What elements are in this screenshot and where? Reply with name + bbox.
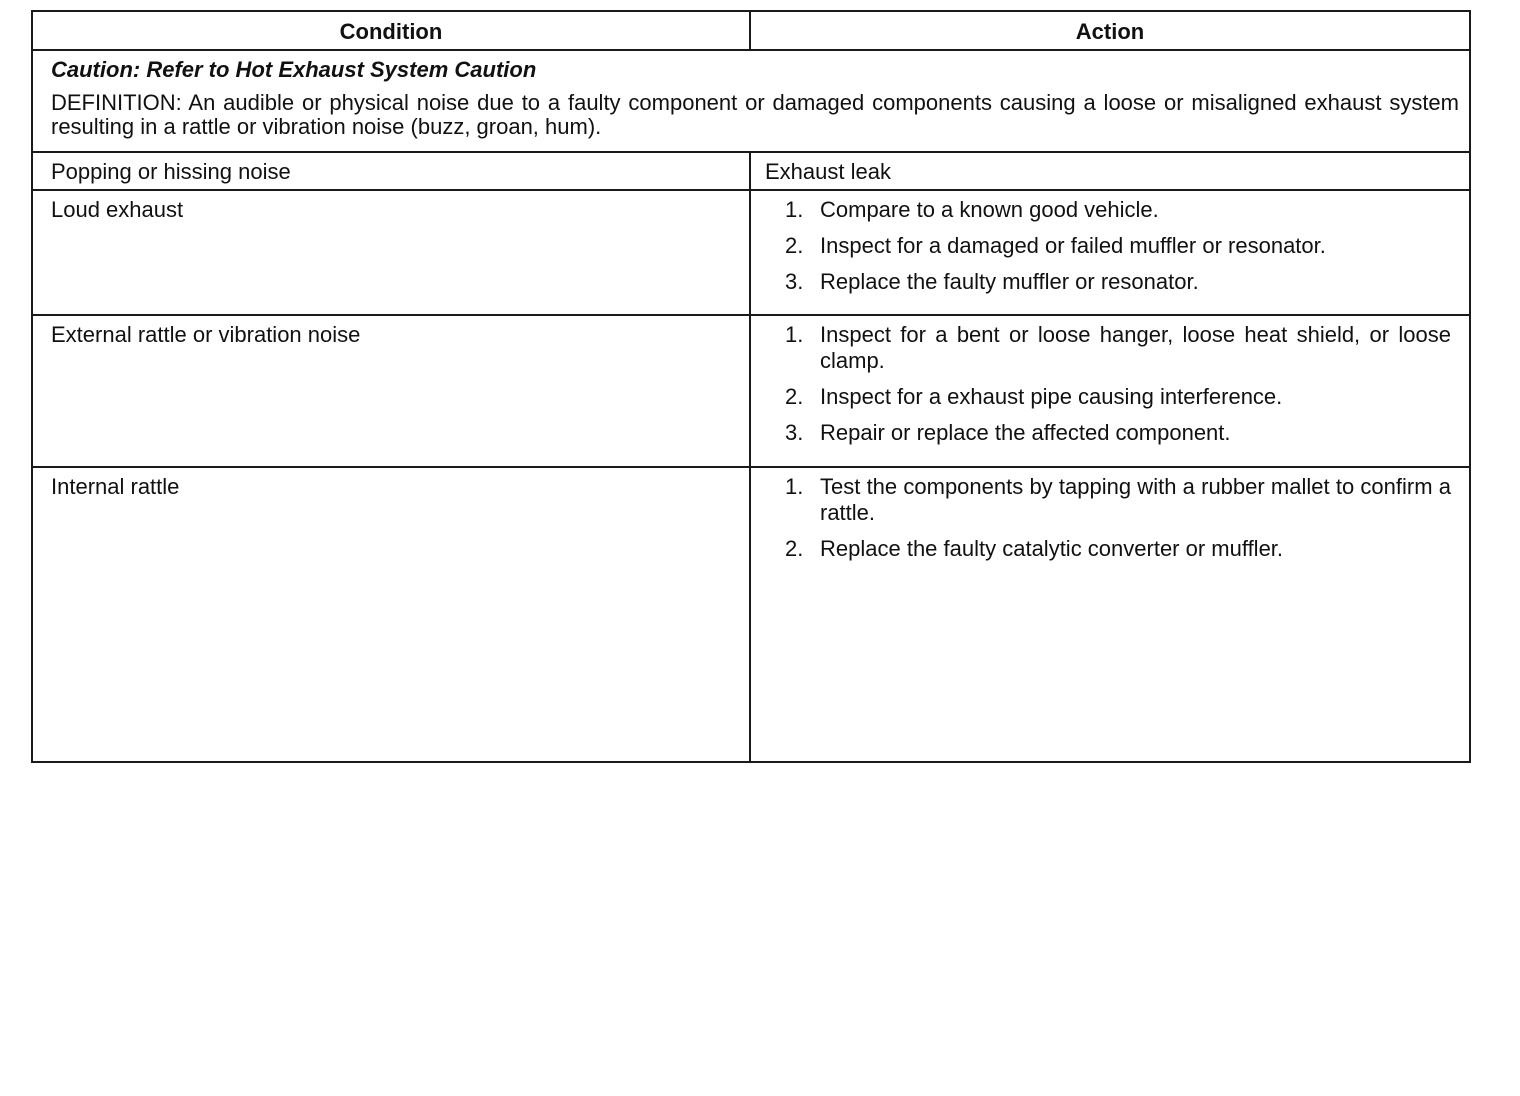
step-item <box>751 269 1451 295</box>
step-number: 1. <box>785 197 804 222</box>
note-row <box>32 50 1470 152</box>
condition-cell: Internal rattle <box>32 467 750 762</box>
step-item <box>751 322 1451 374</box>
step-number: 3. <box>785 269 804 294</box>
step-text: Replace the faulty catalytic converter or muffler. <box>820 536 1284 561</box>
step-number: 1. <box>785 474 804 499</box>
condition-header: Condition <box>32 11 750 50</box>
step-number: 2. <box>785 233 804 258</box>
condition-cell: Popping or hissing noise <box>32 152 750 190</box>
action-cell <box>750 190 1470 315</box>
action-header: Action <box>750 11 1470 50</box>
step-text: Inspect for a damaged or failed muffler or resonator. <box>820 233 1326 258</box>
action-cell <box>750 467 1470 762</box>
header-row <box>32 11 1470 50</box>
step-text: Replace the faulty muffler or resonator. <box>820 269 1199 294</box>
note-cell <box>32 50 1470 152</box>
condition-cell: External rattle or vibration noise <box>32 315 750 467</box>
definition-text: DEFINITION: An audible or physical noise due to a faulty component or damaged components causing a loose or misaligned exhaust system resulting in a rattle or vibration noise (buzz, groan, hum). <box>51 90 1459 139</box>
step-item <box>751 474 1451 526</box>
action-steps <box>751 474 1451 562</box>
step-item <box>751 233 1451 259</box>
action-cell <box>750 315 1470 467</box>
step-item <box>751 536 1451 562</box>
step-number: 1. <box>785 322 804 347</box>
step-number: 3. <box>785 420 804 445</box>
step-item <box>751 384 1451 410</box>
step-text: Test the components by tapping with a rubber mallet to confirm a rattle. <box>820 474 1451 525</box>
step-number: 2. <box>785 536 804 561</box>
step-text: Repair or replace the affected component. <box>820 420 1231 445</box>
table-row <box>32 467 1470 762</box>
diagnostic-table <box>31 10 1471 763</box>
caution-text: Caution: Refer to Hot Exhaust System Caution <box>51 57 537 82</box>
table-row <box>32 152 1470 190</box>
step-item <box>751 420 1451 446</box>
step-item <box>751 197 1451 223</box>
table-row <box>32 190 1470 315</box>
step-text: Inspect for a exhaust pipe causing interference. <box>820 384 1283 409</box>
step-text: Compare to a known good vehicle. <box>820 197 1159 222</box>
action-steps <box>751 197 1451 295</box>
action-steps <box>751 322 1451 446</box>
action-cell: Exhaust leak <box>750 152 1470 190</box>
table-row <box>32 315 1470 467</box>
step-text: Inspect for a bent or loose hanger, loose heat shield, or loose clamp. <box>820 322 1451 373</box>
step-number: 2. <box>785 384 804 409</box>
condition-cell: Loud exhaust <box>32 190 750 315</box>
